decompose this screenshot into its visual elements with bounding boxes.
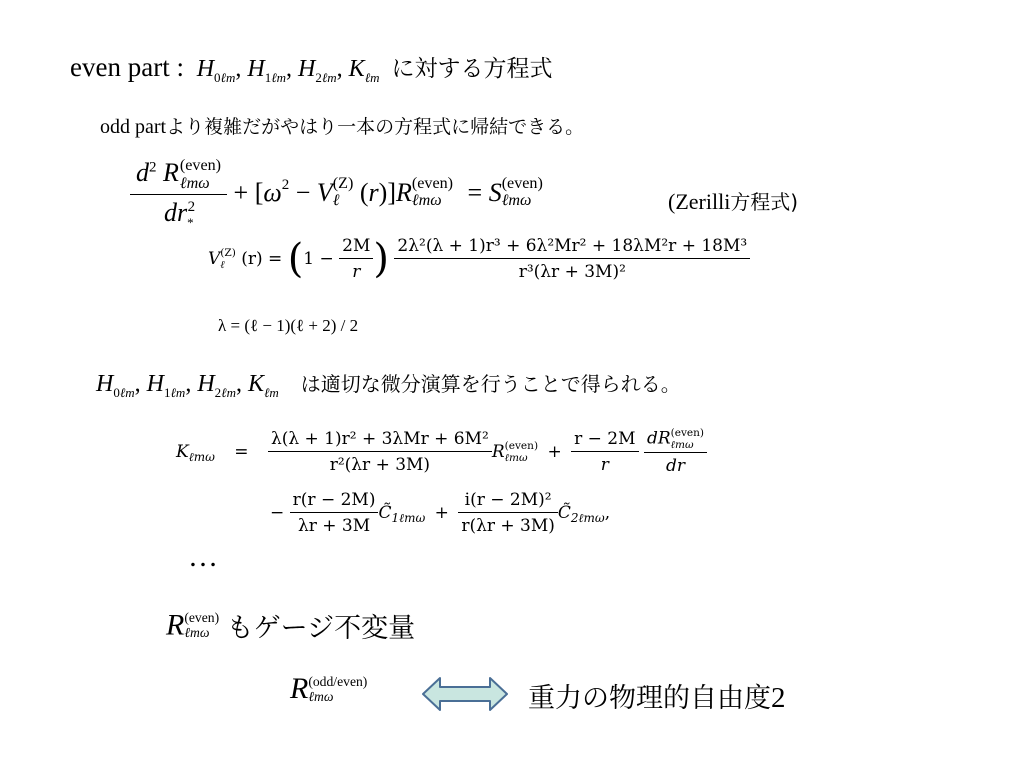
- odd-part-text: より複雑だがやはり一本の方程式に帰結できる。: [166, 116, 585, 138]
- derived-text: は適切な微分演算を行うことで得られる。: [300, 372, 681, 396]
- zerilli-label: (Zerilli方程式): [668, 189, 799, 214]
- k-term5-fraction: $\frac{\text{i(r − 2M)²}}{r(\lambda r + 3M)}$: [458, 490, 558, 536]
- odd-part-note: [100, 112, 584, 139]
- potential-bracket-fraction: $\frac{2M}{r}$: [339, 236, 373, 282]
- dof-line: R (odd/even) ℓmω: [290, 672, 368, 706]
- second-derivative-fraction: $d^2$ R (even) ℓmω $dr_*^2$: [130, 158, 227, 228]
- gauge-invariant-line: R (even) ℓmω もゲージ不変量: [166, 608, 416, 644]
- k-equation-line2: − $\frac{r(r - 2M)}{\lambda r + 3M}$ $C̃_{1\ell m\omega}$ + $\frac{\text{i(r − 2M)²}}{r(\lambda r + 3M)}$ $C̃_{2\ell m\omega}$,: [270, 490, 611, 536]
- potential-equation: V (Z) ℓ (r) = (1 − $\frac{2M}{r}$ ) $\frac{\text{2λ²(λ + 1)r³ + 6λ²Mr² + 18λM²r + 18M³}}{\text{r³(λr + 3M)²}}$: [208, 236, 750, 282]
- k-equation-line1: $K_{\ell m\omega}$ = $\frac{\text{λ(λ + 1)r² + 3λMr + 6M²}}{\text{r²(λr + 3M)}}$ R (even) ℓmω + $\frac{r - 2M}{r}$ dR (even) ℓmω dr: [176, 428, 707, 476]
- derived-symbols: $H_{0\ell m}$, $H_{1\ell m}$, $H_{2\ell m}$, $K_{\ell m}$: [96, 371, 279, 400]
- dof-number: 2: [771, 682, 786, 714]
- k-term4-fraction: $\frac{r(r - 2M)}{\lambda r + 3M}$: [290, 490, 379, 536]
- ellipsis: …: [188, 540, 218, 573]
- zerilli-equation: $d^2$ R (even) ℓmω $dr_*^2$ + [$\omega^2 - V$ (Z) ℓ (r)]R (even) ℓmω = S (even) ℓmω: [130, 158, 543, 228]
- double-arrow-icon: [422, 676, 508, 712]
- odd-part-latin: odd part: [100, 116, 167, 138]
- heading-symbols: $H_{0\ell m}$, $H_{1\ell m}$, $H_{2\ell m}$, $K_{\ell m}$: [196, 56, 380, 85]
- derived-line: [96, 368, 681, 398]
- dof-text: 重力の物理的自由度: [528, 683, 771, 714]
- lambda-definition: λ = (ℓ − 1)(ℓ + 2) / 2: [218, 316, 359, 335]
- k-term1-fraction: $\frac{\text{λ(λ + 1)r² + 3λMr + 6M²}}{\text{r²(λr + 3M)}}$: [268, 429, 492, 475]
- gauge-invariant-text: もゲージ不変量: [226, 613, 416, 644]
- heading-suffix: に対する方程式: [391, 56, 553, 82]
- heading-line: [70, 50, 553, 83]
- dof-text-line: [528, 676, 786, 715]
- k-term2-fraction: $\frac{r - 2M}{r}$: [571, 429, 638, 475]
- potential-main-fraction: $\frac{\text{2λ²(λ + 1)r³ + 6λ²Mr² + 18λM²r + 18M³}}{\text{r³(λr + 3M)²}}$: [394, 236, 750, 282]
- heading-prefix: even part :: [70, 52, 184, 82]
- k-term3-fraction: dR (even) ℓmω dr: [644, 428, 707, 476]
